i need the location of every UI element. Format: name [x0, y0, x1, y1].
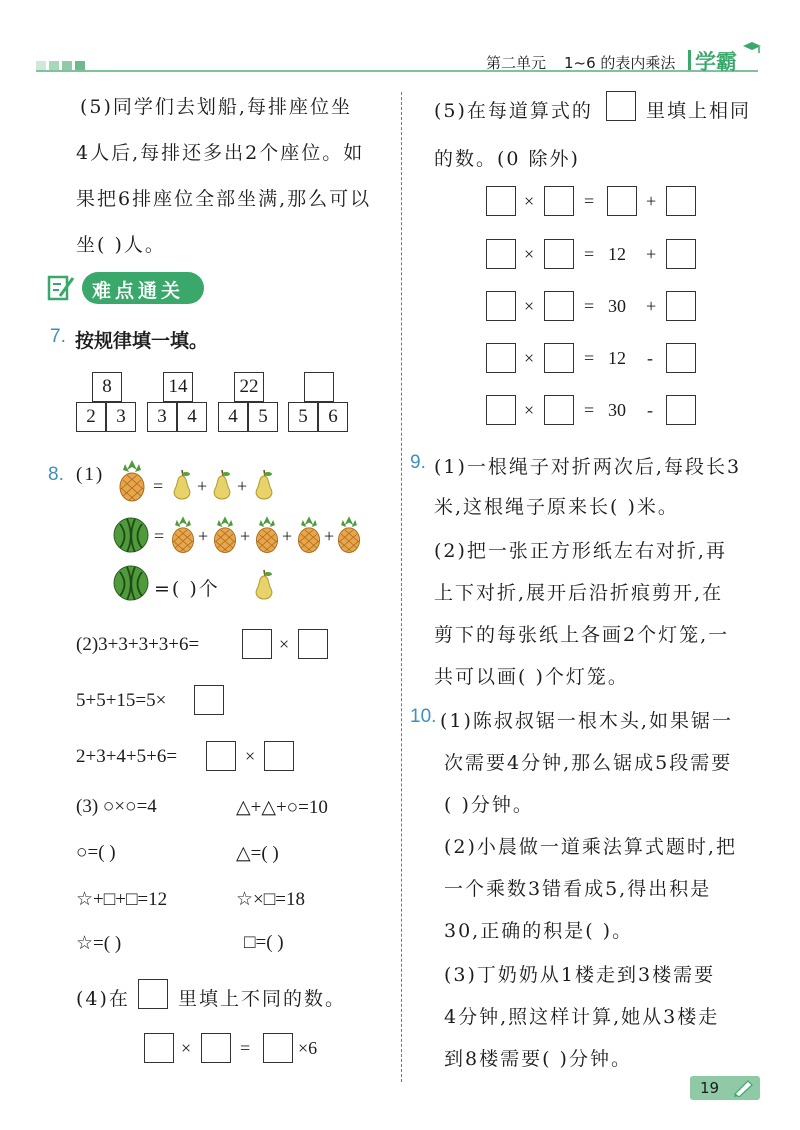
eq-rhs: 12 [608, 244, 626, 264]
q8-4-box2[interactable] [201, 1033, 231, 1063]
q8-1-plus-d: + [240, 526, 251, 546]
q9-number: 9. [410, 452, 426, 473]
q9-line4: 上下对折,展开后沿折痕剪开,在 [434, 582, 724, 604]
times-sign: × [524, 296, 535, 316]
times-sign: × [524, 400, 535, 420]
pineapple-icon [252, 513, 282, 555]
eq-box[interactable] [666, 291, 696, 321]
q10-line2: 次需要4分钟,那么锯成5段需要 [444, 752, 733, 774]
header-dots [36, 56, 85, 75]
q7-bottom-3b: 5 [248, 402, 278, 432]
left-q5-line4: 坐( )人。 [76, 234, 166, 256]
eq-box[interactable] [544, 343, 574, 373]
eq-box[interactable] [486, 343, 516, 373]
pineapple-icon [168, 513, 198, 555]
q7-top-3: 22 [234, 372, 264, 402]
q9-line5: 剪下的每张纸上各画2个灯笼,一 [434, 624, 730, 646]
q8-1-plus-c: + [198, 526, 209, 546]
right-q5-a: (5)在每道算式的 [434, 100, 593, 122]
eq-rhs: 12 [608, 348, 626, 368]
brand-logo: 学霸 [695, 50, 737, 74]
pineapple-icon [115, 458, 149, 502]
q8-4-equals: = [240, 1038, 251, 1058]
eq-box[interactable] [544, 395, 574, 425]
pear-icon [170, 468, 194, 500]
q7-top-2: 14 [163, 372, 193, 402]
q7-bottom-4a: 5 [288, 402, 318, 432]
pineapple-icon [294, 513, 324, 555]
eq-rhs: 30 [608, 400, 626, 420]
eq-operator: + [646, 244, 657, 264]
q8-1-eq2-equals: = [154, 526, 165, 546]
watermelon-icon [112, 516, 150, 554]
q9-line3: (2)把一张正方形纸左右对折,再 [434, 540, 727, 562]
q10-number: 10. [410, 706, 437, 727]
q8-1-plus-e: + [282, 526, 293, 546]
q8-4-a: (4)在 [76, 988, 130, 1010]
right-q5-sample-box [606, 91, 636, 121]
q8-2-b-text: 5+5+15=5× [76, 690, 167, 711]
q8-4-b: 里填上不同的数。 [178, 988, 347, 1010]
eq-box[interactable] [486, 395, 516, 425]
pencil-icon [46, 272, 76, 302]
q8-1-eq3-text: =( )个 [154, 578, 220, 600]
q8-2-a-box2[interactable] [298, 629, 328, 659]
q8-3-b: △+△+○=10 [236, 797, 328, 818]
eq-equals: = [584, 400, 595, 420]
section-title: 难点通关 [92, 280, 185, 302]
eq-operator: - [647, 400, 653, 420]
q8-4-tail: ×6 [298, 1038, 318, 1058]
header-bar [688, 50, 691, 70]
q7-bottom-2a: 3 [147, 402, 177, 432]
q8-2-a-box1[interactable] [242, 629, 272, 659]
times-sign: × [245, 746, 256, 766]
q9-line1: (1)一根绳子对折两次后,每段长3 [434, 456, 742, 478]
pear-icon [252, 568, 276, 600]
header-unit: 第二单元 [486, 54, 547, 72]
q8-2-a-text: (2)3+3+3+3+6= [76, 634, 200, 655]
eq-box[interactable] [666, 186, 696, 216]
q7-number: 7. [50, 326, 66, 347]
eq-box[interactable] [486, 291, 516, 321]
times-sign: × [279, 634, 290, 654]
times-sign: × [524, 191, 535, 211]
q8-4-sample-box [138, 979, 168, 1009]
eq-box[interactable] [666, 343, 696, 373]
eq-box[interactable] [486, 239, 516, 269]
q8-3-d: △=( ) [236, 843, 279, 864]
q7-bottom-1a: 2 [76, 402, 106, 432]
eq-equals: = [584, 296, 595, 316]
eq-box[interactable] [544, 186, 574, 216]
q7-bottom-1b: 3 [106, 402, 136, 432]
eq-rhs: 30 [608, 296, 626, 316]
q8-1-plus-f: + [324, 526, 335, 546]
q8-4-box1[interactable] [144, 1033, 174, 1063]
q7-bottom-3a: 4 [218, 402, 248, 432]
pear-icon [252, 468, 276, 500]
q8-3-a: (3) ○×○=4 [76, 796, 157, 817]
q8-1-label: (1) [76, 464, 105, 485]
q8-1-plus-a: + [197, 476, 208, 496]
eq-operator: - [647, 348, 653, 368]
eq-operator: + [646, 296, 657, 316]
q10-line1: (1)陈叔叔锯一根木头,如果锯一 [440, 710, 733, 732]
times-sign: × [181, 1038, 192, 1058]
q10-line6: 30,正确的积是( )。 [444, 920, 634, 942]
watermelon-icon [112, 564, 150, 602]
q8-2-c-box1[interactable] [206, 741, 236, 771]
q10-line8: 4分钟,照这样计算,她从3楼走 [444, 1006, 720, 1028]
q7-text: 按规律填一填。 [75, 330, 209, 352]
q8-3-h: □=( ) [244, 932, 284, 953]
pen-icon [732, 1079, 754, 1097]
q8-3-g: ☆=( ) [76, 933, 122, 954]
pear-icon [210, 468, 234, 500]
q7-bottom-2b: 4 [177, 402, 207, 432]
q9-line2: 米,这根绳子原来长( )米。 [434, 496, 679, 518]
left-q5-line2: 4人后,每排还多出2个座位。如 [76, 142, 365, 164]
q8-1-plus-b: + [237, 476, 248, 496]
q8-3-e: ☆+□+□=12 [76, 889, 168, 910]
times-sign: × [524, 244, 535, 264]
eq-equals: = [584, 244, 595, 264]
q8-1-eq1-equals: = [153, 476, 164, 496]
page-number: 19 [700, 1079, 720, 1097]
eq-box[interactable] [544, 291, 574, 321]
q8-2-c-box2[interactable] [264, 741, 294, 771]
eq-box[interactable] [607, 186, 637, 216]
eq-operator: + [646, 191, 657, 211]
header-chapter: 1~6 的表内乘法 [564, 54, 676, 72]
q8-4-box3[interactable] [263, 1033, 293, 1063]
pineapple-icon [210, 513, 240, 555]
eq-box[interactable] [666, 395, 696, 425]
q7-top-4[interactable] [304, 372, 334, 402]
q8-3-f: ☆×□=18 [236, 889, 305, 910]
eq-equals: = [584, 191, 595, 211]
graduation-cap-icon [742, 40, 762, 56]
right-q5-c: 的数。(0 除外) [434, 148, 580, 170]
q8-number: 8. [48, 464, 64, 485]
q7-top-1: 8 [92, 372, 122, 402]
eq-box[interactable] [486, 186, 516, 216]
q10-line4: (2)小晨做一道乘法算式题时,把 [444, 836, 737, 858]
q8-2-b-box[interactable] [194, 685, 224, 715]
right-q5-b: 里填上相同 [646, 100, 752, 122]
left-q5-line3: 果把6排座位全部坐满,那么可以 [76, 188, 372, 210]
q10-line7: (3)丁奶奶从1楼走到3楼需要 [444, 964, 716, 986]
q10-line3: ( )分钟。 [444, 794, 534, 816]
eq-box[interactable] [544, 239, 574, 269]
q7-bottom-4b: 6 [318, 402, 348, 432]
eq-equals: = [584, 348, 595, 368]
column-divider [401, 92, 402, 1082]
q10-line9: 到8楼需要( )分钟。 [444, 1048, 632, 1070]
times-sign: × [524, 348, 535, 368]
q10-line5: 一个乘数3错看成5,得出积是 [444, 878, 712, 900]
left-q5-line1: (5)同学们去划船,每排座位坐 [80, 96, 352, 118]
q8-3-c: ○=( ) [76, 842, 116, 863]
q9-line6: 共可以画( )个灯笼。 [434, 666, 629, 688]
pineapple-icon [334, 513, 364, 555]
eq-box[interactable] [666, 239, 696, 269]
q8-2-c-text: 2+3+4+5+6= [76, 746, 178, 767]
